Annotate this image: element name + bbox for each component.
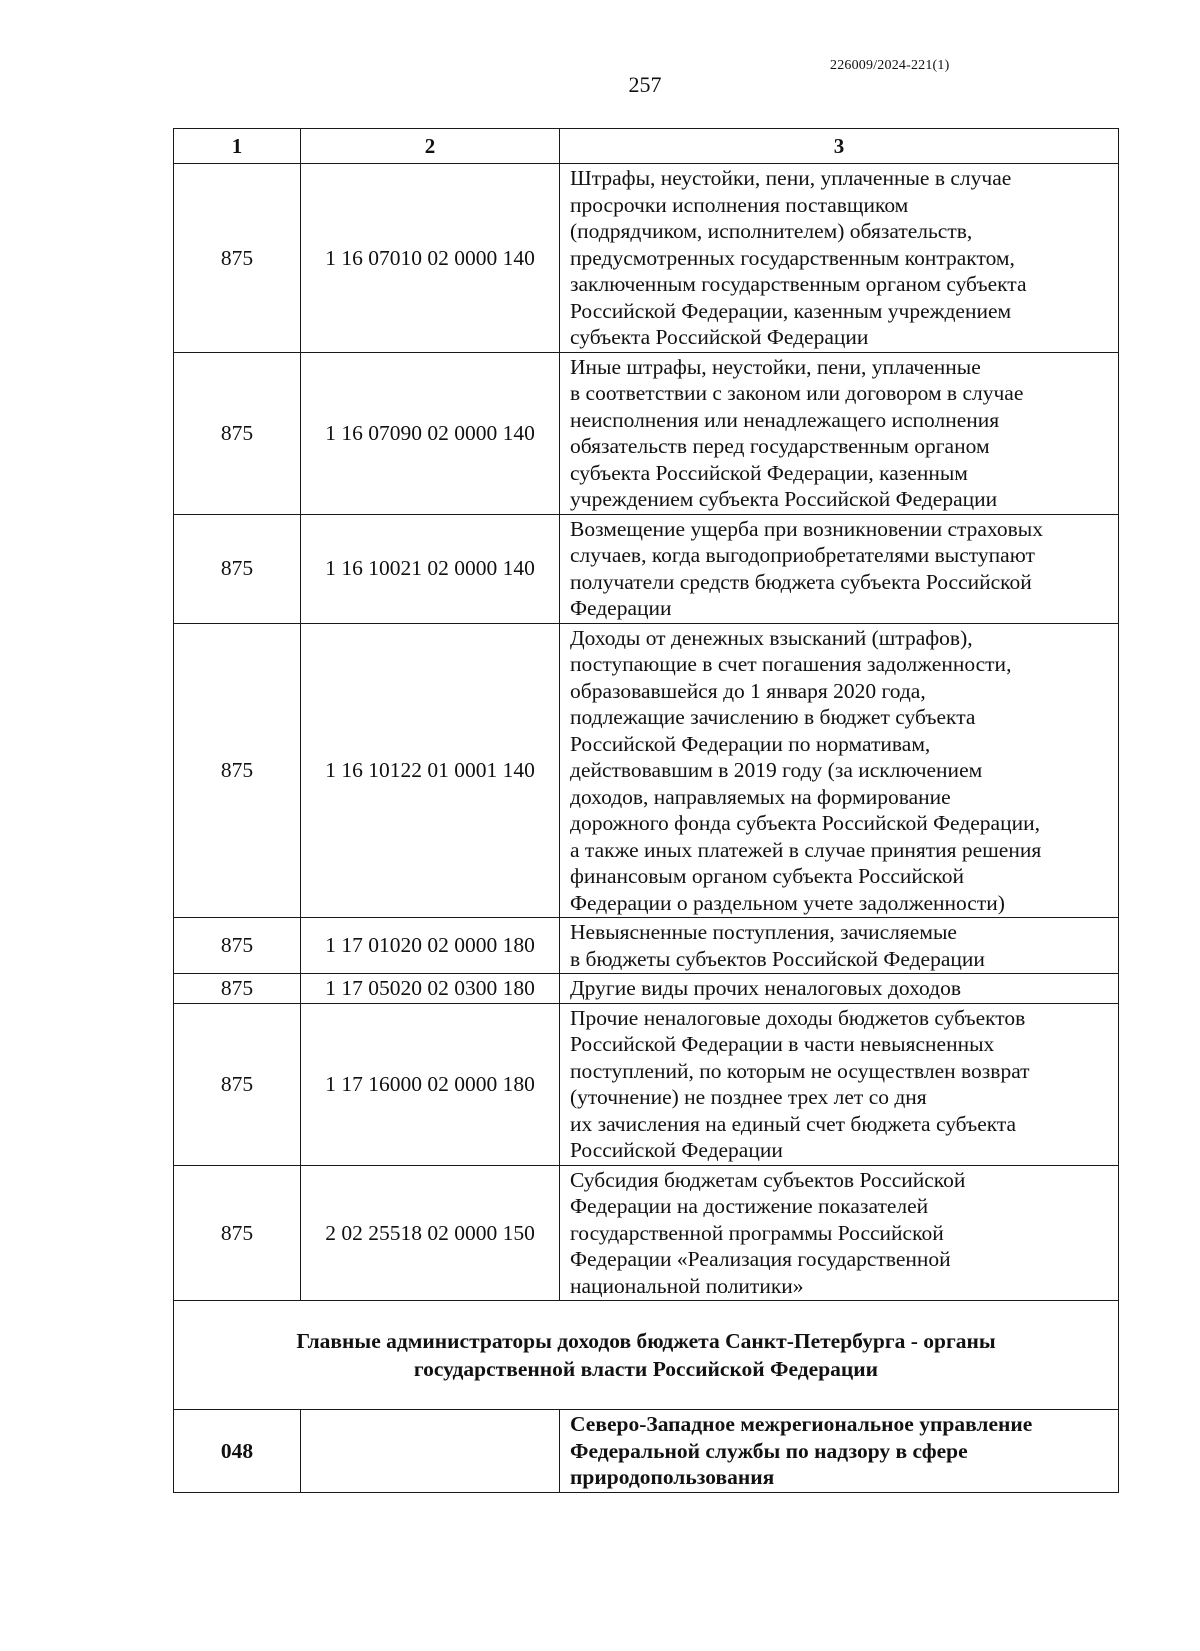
- description-line: финансовым органом субъекта Российской: [570, 864, 965, 888]
- document-id: 226009/2024-221(1): [830, 58, 950, 73]
- description-line: государственной программы Российской: [570, 1220, 944, 1245]
- description-line: получатели средств бюджета субъекта Российской: [570, 569, 1032, 594]
- admin-code-cell: 875: [174, 514, 301, 623]
- revenue-table: [173, 128, 1119, 1493]
- description-line: Российской Федерации, казенным учреждением: [570, 298, 1012, 323]
- description-line: (подрядчиком, исполнителем) обязательств,: [570, 219, 973, 243]
- description-line: в соответствии с законом или договором в случае: [570, 381, 1024, 405]
- description-line: доходов, направляемых на формирование: [570, 784, 951, 809]
- description-line: субъекта Российской Федерации: [570, 325, 869, 349]
- description-cell: [560, 623, 1119, 918]
- description-cell: [560, 164, 1119, 353]
- description-line: Федерации «Реализация государственной: [570, 1247, 951, 1271]
- page-number: 257: [628, 72, 662, 97]
- revenue-code-cell: 2 02 25518 02 0000 150: [301, 1165, 560, 1301]
- admin-code-cell: 875: [174, 918, 301, 974]
- revenue-code-cell: 1 16 10122 01 0001 140: [301, 623, 560, 918]
- description-line: Субсидия бюджетам субъектов Российской: [570, 1167, 966, 1192]
- description-line: случаев, когда выгодоприобретателями выступают: [570, 543, 1035, 567]
- revenue-code-cell: 1 17 01020 02 0000 180: [301, 918, 560, 974]
- description-cell: [560, 918, 1119, 974]
- description-line: дорожного фонда субъекта Российской Федерации,: [570, 811, 1040, 835]
- description-cell: [560, 1165, 1119, 1301]
- description-line: Российской Федерации по нормативам,: [570, 731, 931, 756]
- description-line: образовавшейся до 1 января 2020 года,: [570, 678, 926, 703]
- description-line: предусмотренных государственным контрактом,: [570, 245, 1015, 270]
- administrator-row: [174, 1410, 1119, 1493]
- description-line: Федерации о раздельном учете задолженности): [570, 890, 1005, 915]
- description-line: действовавшим в 2019 году (за исключением: [570, 758, 983, 782]
- admin-code-cell: 875: [174, 1003, 301, 1165]
- description-line: субъекта Российской Федерации, казенным: [570, 460, 968, 485]
- description-line: поступлений, по которым не осуществлен возврат: [570, 1058, 1030, 1083]
- description-line: учреждением субъекта Российской Федерации: [570, 487, 998, 511]
- description-line: Федеральной службы по надзору в сфере: [570, 1438, 968, 1463]
- admin-code-cell: 875: [174, 974, 301, 1004]
- table-row: [174, 514, 1119, 623]
- description-line: национальной политики»: [570, 1273, 804, 1298]
- table-row: [174, 623, 1119, 918]
- revenue-code-cell: 1 16 07010 02 0000 140: [301, 164, 560, 353]
- section-heading-line: государственной власти Российской Федерации: [413, 1357, 879, 1381]
- description-line: неисполнения или ненадлежащего исполнения: [570, 407, 1000, 432]
- description-cell: [560, 352, 1119, 514]
- description-line: их зачисления на единый счет бюджета субъекта: [570, 1111, 1017, 1136]
- section-heading: [174, 1301, 1119, 1410]
- table-row: [174, 918, 1119, 974]
- description-line: Штрафы, неустойки, пени, уплаченные в случае: [570, 166, 1012, 190]
- table-row: [174, 352, 1119, 514]
- description-line: Российской Федерации: [570, 1138, 783, 1162]
- description-cell: [560, 974, 1119, 1004]
- admin-code-cell: 875: [174, 164, 301, 353]
- administrator-name-cell: [560, 1410, 1119, 1493]
- description-line: а также иных платежей в случае принятия решения: [570, 837, 1042, 862]
- table-row: [174, 974, 1119, 1004]
- admin-code-cell: 048: [174, 1410, 301, 1493]
- revenue-code-cell: [301, 1410, 560, 1493]
- description-line: Невыясненные поступления, зачисляемые: [570, 920, 957, 944]
- header-col-3: 3: [560, 129, 1119, 164]
- description-cell: [560, 1003, 1119, 1165]
- description-line: в бюджеты субъектов Российской Федерации: [570, 946, 985, 971]
- revenue-code-cell: 1 17 16000 02 0000 180: [301, 1003, 560, 1165]
- description-line: подлежащие зачислению в бюджет субъекта: [570, 705, 976, 729]
- description-line: природопользования: [570, 1465, 775, 1489]
- table-row: [174, 1003, 1119, 1165]
- description-line: заключенным государственным органом субъекта: [570, 272, 1027, 296]
- table-row: [174, 164, 1119, 353]
- description-line: Другие виды прочих неналоговых доходов: [570, 976, 962, 1000]
- description-line: Возмещение ущерба при возникновении страховых: [570, 516, 1043, 541]
- description-line: Доходы от денежных взысканий (штрафов),: [570, 625, 973, 650]
- description-line: поступающие в счет погашения задолженности,: [570, 652, 1012, 676]
- description-line: Северо-Западное межрегиональное управление: [570, 1412, 1033, 1436]
- description-line: Федерации: [570, 596, 672, 620]
- header-col-2: 2: [301, 129, 560, 164]
- section-heading-line: Главные администраторы доходов бюджета Санкт-Петербурга - органы: [296, 1329, 996, 1353]
- revenue-code-cell: 1 16 10021 02 0000 140: [301, 514, 560, 623]
- description-line: обязательств перед государственным органом: [570, 434, 990, 458]
- description-line: Федерации на достижение показателей: [570, 1194, 929, 1218]
- description-line: Иные штрафы, неустойки, пени, уплаченные: [570, 354, 981, 379]
- section-heading-row: [174, 1301, 1119, 1410]
- description-line: просрочки исполнения поставщиком: [570, 192, 909, 217]
- admin-code-cell: 875: [174, 1165, 301, 1301]
- revenue-code-cell: 1 17 05020 02 0300 180: [301, 974, 560, 1004]
- description-cell: [560, 514, 1119, 623]
- admin-code-cell: 875: [174, 623, 301, 918]
- revenue-code-cell: 1 16 07090 02 0000 140: [301, 352, 560, 514]
- description-line: Российской Федерации в части невыясненных: [570, 1032, 995, 1056]
- description-line: (уточнение) не позднее трех лет со дня: [570, 1085, 927, 1109]
- admin-code-cell: 875: [174, 352, 301, 514]
- header-col-1: 1: [174, 129, 301, 164]
- table-header-row: [174, 129, 1119, 164]
- table-row: [174, 1165, 1119, 1301]
- description-line: Прочие неналоговые доходы бюджетов субъектов: [570, 1005, 1026, 1030]
